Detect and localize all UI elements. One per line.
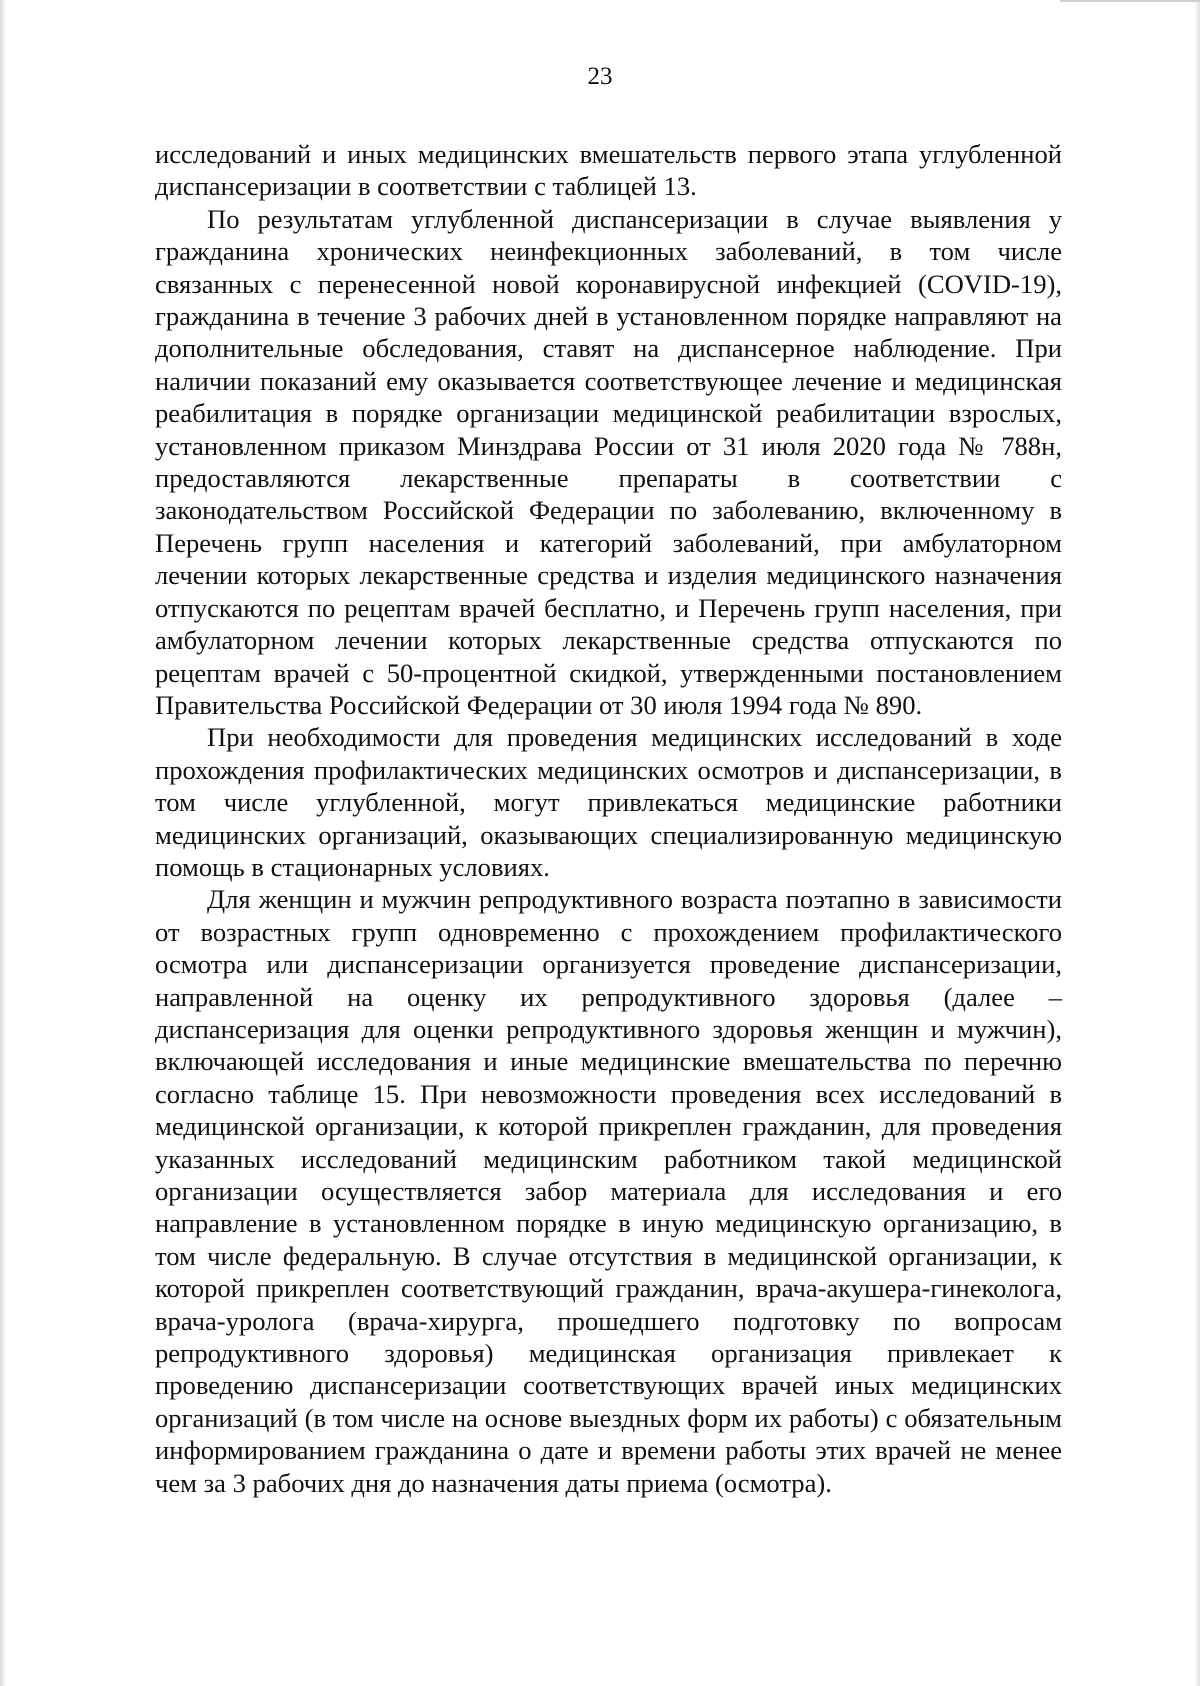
document-body [155, 138, 1062, 1499]
paragraph-reproductive-health: Для женщин и мужчин репродуктивного возраста поэтапно в зависимости от возрастных групп одновременно с прохождением профилактического осмотра или диспансеризации организуется проведение диспансеризации, направленной на оценку их репродуктивного здоровья (далее – диспансеризация для оценки репродуктивного здоровья женщин и мужчин), включающей исследования и иные медицинские вмешательства по перечню согласно таблице 15. При невозможности проведения всех исследований в медицинской организации, к которой прикреплен гражданин, для проведения указанных исследований медицинским работником такой медицинской организации осуществляется забор материала для исследования и его направление в установленном порядке в иную медицинскую организацию, в том числе федеральную. В случае отсутствия в медицинской организации, к которой прикреплен соответствующий гражданин, врача-акушера-гинеколога, врача-уролога (врача-хирурга, прошедшего подготовку по вопросам репродуктивного здоровья) медицинская организация привлекает к проведению диспансеризации соответствующих врачей иных медицинских организаций (в том числе на основе выездных форм их работы) с обязательным информированием гражданина о дате и времени работы этих врачей не менее чем за 3 рабочих дня до назначения даты приема (осмотра). [155, 884, 1062, 1498]
paragraph-deep-screening-results: По результатам углубленной диспансеризации в случае выявления у гражданина хронических неинфекционных заболеваний, в том числе связанных с перенесенной новой коронавирусной инфекцией (COVID-19), гражданина в течение 3 рабочих дней в установленном порядке направляют на дополнительные обследования, ставят на диспансерное наблюдение. При наличии показаний ему оказывается соответствующее лечение и медицинская реабилитация в порядке организации медицинской реабилитации взрослых, установленном приказом Минздрава России от 31 июля 2020 года № 788н, предоставляются лекарственные препараты в соответствии с законодательством Российской Федерации по заболеванию, включенному в Перечень групп населения и категорий заболеваний, при амбулаторном лечении которых лекарственные средства и изделия медицинского назначения отпускаются по рецептам врачей бесплатно, и Перечень групп населения, при амбулаторном лечении которых лекарственные средства отпускаются по рецептам врачей с 50-процентной скидкой, утвержденными постановлением Правительства Российской Федерации от 30 июля 1994 года № 890. [155, 203, 1062, 720]
page-number: 23 [587, 63, 613, 90]
paragraph-specialist-involvement: При необходимости для проведения медицинских исследований в ходе прохождения профилактических медицинских осмотров и диспансеризации, в том числе углубленной, могут привлекаться медицинские работники медицинских организаций, оказывающих специализированную медицинскую помощь в стационарных условиях. [155, 722, 1062, 882]
paragraph-continuation: исследований и иных медицинских вмешательств первого этапа углубленной диспансеризации в соответствии с таблицей 13. [155, 139, 1062, 202]
scan-edge-top [1060, 0, 1200, 2]
scan-edge-right [1194, 0, 1200, 1686]
scan-edge-left [0, 0, 6, 1686]
